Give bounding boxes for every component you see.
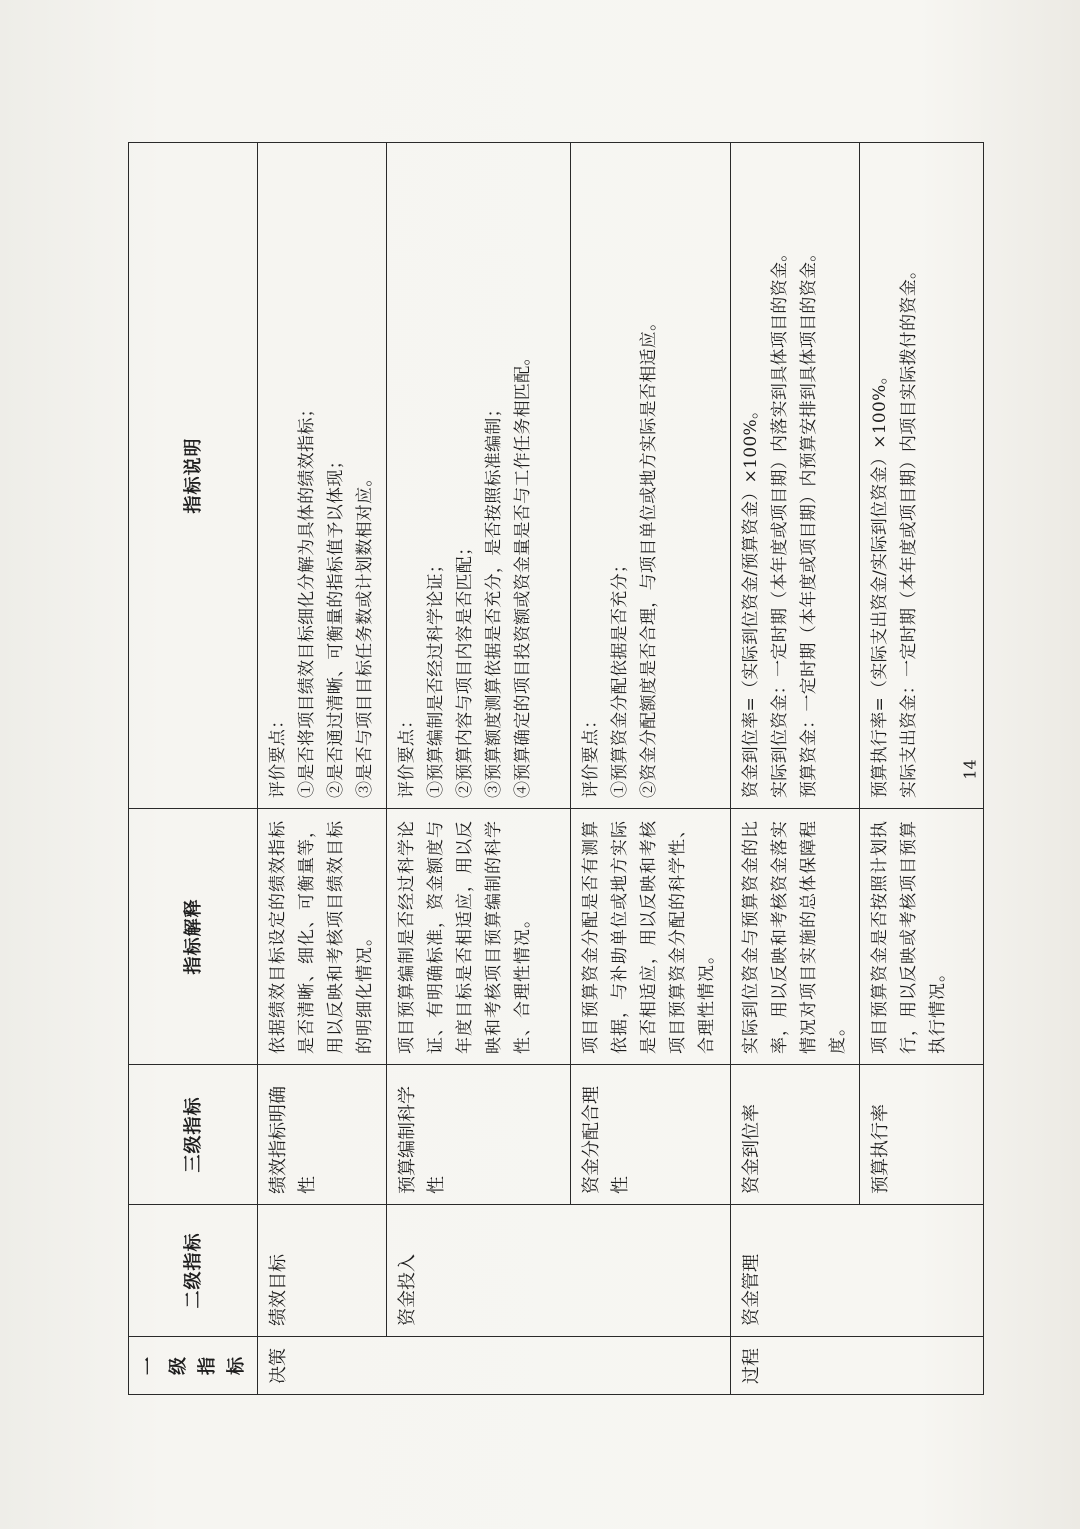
desc-line: ①预算编制是否经过科学论证； (426, 555, 446, 798)
desc-line: ②预算内容与项目内容是否匹配； (455, 538, 475, 798)
desc-line: 评价要点： (268, 711, 288, 798)
header-row (129, 143, 258, 1395)
header-explanation: 指标解释 (129, 809, 258, 1065)
header-description: 指标说明 (129, 143, 258, 809)
desc-line: 实际到位资金：一定时期（本年度或项目期）内落实到具体项目的资金。 (770, 244, 790, 798)
explanation-cell: 实际到位资金与预算资金的比率，用以反映和考核资金落实情况对项目实施的总体保障程度。 (731, 809, 860, 1065)
description-cell (571, 143, 731, 809)
desc-line: 资金到位率=（实际到位资金/预算资金）×100%。 (741, 401, 761, 798)
level2-cell: 绩效目标 (258, 1205, 387, 1337)
desc-line: ③是否与项目目标任务数或计划数相对应。 (355, 469, 375, 798)
header-level2: 二级指标 (129, 1205, 258, 1337)
description-cell (258, 143, 387, 809)
page-number: 14 (960, 759, 980, 780)
table-row (387, 143, 571, 1395)
header-level3: 三级指标 (129, 1065, 258, 1205)
level1-process: 过程 (731, 1337, 984, 1395)
level3-cell: 预算编制科学性 (387, 1065, 571, 1205)
desc-line: 评价要点： (581, 711, 601, 798)
level3-cell: 绩效指标明确性 (258, 1065, 387, 1205)
desc-line: ②是否通过清晰、可衡量的指标值予以体现； (326, 452, 346, 798)
desc-line: ①是否将项目绩效目标细化分解为具体的绩效指标； (297, 400, 317, 798)
explanation-cell: 依据绩效目标设定的绩效指标是否清晰、细化、可衡量等，用以反映和考核项目绩效目标的明细化情况。 (258, 809, 387, 1065)
level3-cell: 预算执行率 (860, 1065, 984, 1205)
desc-line: ④预算确定的项目投资额或资金量是否与工作任务相匹配。 (513, 348, 533, 798)
desc-line: 预算资金：一定时期（本年度或项目期）内预算安排到具体项目的资金。 (799, 244, 819, 798)
desc-line: 预算执行率=（实际支出资金/实际到位资金）×100%。 (870, 367, 890, 798)
indicator-table (128, 142, 984, 1395)
description-cell (387, 143, 571, 809)
explanation-cell: 项目预算编制是否经过科学论证、有明确标准，资金额度与年度目标是否相适应，用以反映和考核项目预算编制的科学性、合理性情况。 (387, 809, 571, 1065)
desc-line: ③预算额度测算依据是否充分，是否按照标准编制； (484, 400, 504, 798)
header-level1: 一级指标 (129, 1337, 258, 1395)
table-row (731, 143, 860, 1395)
desc-line: 评价要点： (397, 711, 417, 798)
rotated-table-container (128, 143, 948, 1395)
level2-cell: 资金管理 (731, 1205, 984, 1337)
explanation-cell: 项目预算资金是否按照计划执行，用以反映或考核项目预算执行情况。 (860, 809, 984, 1065)
level2-cell: 资金投入 (387, 1205, 731, 1337)
level3-cell: 资金到位率 (731, 1065, 860, 1205)
desc-line: ②资金分配额度是否合理，与项目单位或地方实际是否相适应。 (639, 313, 659, 798)
desc-line: ①预算资金分配依据是否充分； (610, 555, 630, 798)
level3-cell: 资金分配合理性 (571, 1065, 731, 1205)
description-cell (731, 143, 860, 809)
explanation-cell: 项目预算资金分配是否有测算依据，与补助单位或地方实际是否相适应，用以反映和考核项目预算资金分配的科学性、合理性情况。 (571, 809, 731, 1065)
level1-decision: 决策 (258, 1337, 731, 1395)
description-cell (860, 143, 984, 809)
table-row (258, 143, 387, 1395)
desc-line: 实际支出资金：一定时期（本年度或项目期）内项目实际拨付的资金。 (899, 261, 919, 798)
